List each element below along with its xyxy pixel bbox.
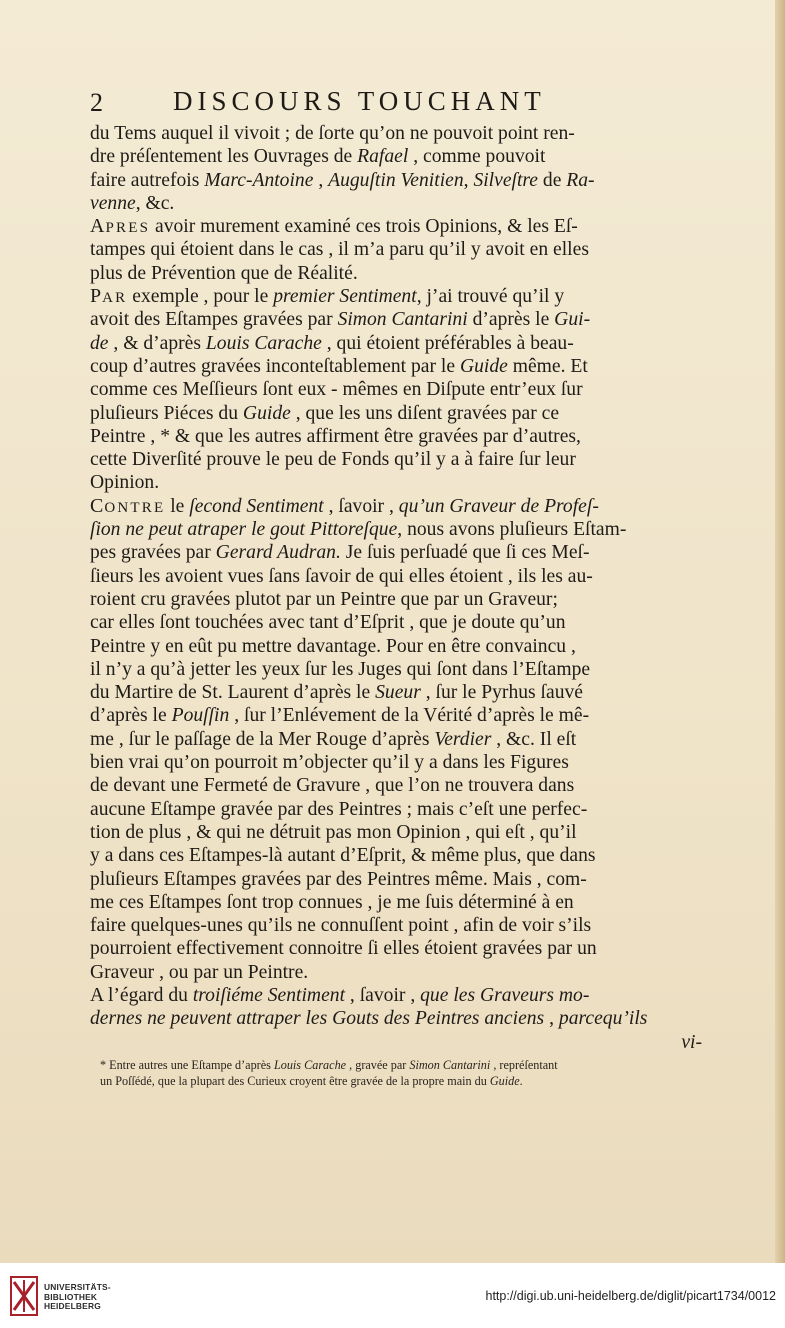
text-line: plus de Prévention que de Réalité.	[90, 262, 358, 284]
text-line: de devant une Fermeté de Gravure , que l’on ne trouvera dans	[90, 775, 575, 797]
text-line: Graveur , ou par un Peintre.	[90, 961, 309, 983]
source-url-link[interactable]: http://digi.ub.uni-heidelberg.de/diglit/picart1734/0012	[485, 1289, 776, 1303]
text-line: Opinion.	[90, 472, 160, 494]
footnote-line: * Entre autres une Eſtampe d’après Louis Carache , gravée par Simon Cantarini , repréſentant	[100, 1058, 558, 1072]
text-line: pes gravées par Gerard Audran. Je ſuis perſuadé que ſi ces Meſ-	[90, 542, 590, 564]
italic-text: Marc-Antoine	[204, 169, 314, 191]
italic-text: Guide	[459, 355, 508, 377]
text-line: coup d’autres gravées inconteſtablement par le Guide même. Et	[90, 355, 588, 377]
italic-text: ſecond Sentiment	[189, 495, 324, 517]
italic-text: Verdier	[434, 728, 492, 750]
small-caps-word: APRES	[90, 215, 151, 238]
text-line: ſion ne peut atraper le gout Pittoreſque, nous avons pluſieurs Eſtam-	[90, 519, 627, 541]
text-line: CONTRE le ſecond Sentiment , ſavoir , qu’un Graveur de Profeſ-	[90, 494, 599, 517]
italic-text: Louis Carache	[205, 332, 322, 354]
small-caps-word: PAR	[90, 285, 128, 308]
text-line: pluſieurs Eſtampes gravées par des Peintres même. Mais , com-	[90, 868, 587, 890]
university-library-logo[interactable]	[10, 1276, 38, 1316]
text-line: pourroient effectivement connoitre ſi elles étoient gravées par un	[90, 938, 597, 960]
text-line: dernes ne peuvent attraper les Gouts des Peintres anciens , parcequ’ils	[90, 1008, 648, 1030]
text-line: Peintre , * & que les autres affirment être gravées par d’autres,	[90, 425, 581, 447]
text-line: me , ſur le paſſage de la Mer Rouge d’après Verdier , &c. Il eſt	[90, 728, 577, 750]
library-name[interactable]	[44, 1283, 111, 1312]
text-line: il n’y a qu’à jetter les yeux ſur les Juges qui ſont dans l’Eſtampe	[90, 658, 591, 680]
italic-text: Ra-	[566, 169, 595, 191]
small-caps-word: CONTRE	[90, 494, 166, 517]
text-line: y a dans ces Eſtampes-là autant d’Eſprit, & même plus, que dans	[90, 845, 596, 867]
text-line: cette Diverſité prouve le peu de Fonds qu’il y a à faire ſur leur	[90, 449, 576, 471]
text-line: ſieurs les avoient vues ſans ſavoir de qui elles étoient , ils les au-	[90, 565, 593, 587]
italic-text: Gui-	[554, 309, 591, 331]
text-line: pluſieurs Piéces du Guide , que les uns diſent gravées par ce	[90, 402, 560, 424]
page-edge	[775, 0, 785, 1263]
text-line: d’après le Pouſſin , ſur l’Enlévement de la Vérité d’après le mê-	[90, 705, 590, 727]
catchword: vi-	[681, 1031, 702, 1053]
italic-text: que les Graveurs mo-	[420, 984, 590, 1006]
text-line: bien vrai qu’on pourroit m’objecter qu’il y a dans les Figures	[90, 752, 569, 774]
page-header	[90, 86, 630, 122]
italic-text: Silveſtre	[473, 169, 538, 191]
library-name-line: BIBLIOTHEK	[44, 1291, 98, 1302]
text-line: me ces Eſtampes ſont trop connues , je me ſuis déterminé à en	[90, 891, 574, 913]
library-name-line: UNIVERSITÄTS-	[44, 1282, 111, 1292]
italic-text: Rafael	[357, 146, 409, 168]
page-number: 2	[90, 88, 103, 117]
italic-text: Louis Carache	[273, 1058, 347, 1072]
italic-text: Auguſtin Venitien	[328, 169, 464, 191]
text-line: du Martire de St. Laurent d’après le Sueur , ſur le Pyrhus ſauvé	[90, 682, 583, 704]
text-line: tampes qui étoient dans le cas , il m’a paru qu’il y avoit en elles	[90, 239, 589, 261]
text-line: APRES avoir murement examiné ces trois Opinions, & les Eſ-	[90, 215, 578, 238]
library-name-line: HEIDELBERG	[44, 1301, 101, 1312]
italic-text: Pouſſin	[171, 705, 230, 727]
text-line: Peintre y en eût pu mettre davantage. Pour en être convaincu ,	[90, 635, 576, 657]
text-line: A l’égard du troiſiéme Sentiment , ſavoir , que les Graveurs mo-	[90, 984, 590, 1006]
italic-text: Guide	[489, 1073, 520, 1088]
text-line: du Tems auquel il vivoit ; de ſorte qu’on ne pouvoit point ren-	[90, 123, 575, 144]
text-line: dre préſentement les Ouvrages de Rafael , comme pouvoit	[90, 146, 546, 168]
body-text	[90, 122, 702, 1054]
italic-text: ſion ne peut atraper le gout Pittoreſque	[90, 519, 398, 541]
italic-text: qu’un Graveur de Profeſ-	[398, 495, 599, 517]
italic-text: parcequ’ils	[558, 1008, 648, 1030]
footnote-line: un Poſſédé, que la plupart des Curieux croyent être gravée de la propre main du Guide.	[100, 1073, 523, 1088]
italic-text: dernes ne peuvent attraper les Gouts des Peintres anciens	[90, 1008, 545, 1030]
running-title: DISCOURS TOUCHANT	[173, 86, 546, 116]
text-line: faire autrefois Marc-Antoine , Auguſtin Venitien, Silveſtre de Ra-	[90, 169, 595, 191]
text-line: avoit des Eſtampes gravées par Simon Cantarini d’après le Gui-	[90, 309, 591, 331]
italic-text: Gerard Audran.	[215, 542, 341, 564]
italic-text: de	[90, 332, 109, 354]
italic-text: Simon Cantarini	[337, 309, 468, 331]
italic-text: troiſiéme Sentiment	[192, 984, 346, 1006]
italic-text: Simon Cantarini	[409, 1058, 491, 1072]
text-line: de , & d’après Louis Carache , qui étoient préférables à beau-	[90, 332, 574, 354]
text-line: faire quelques-unes qu’ils ne connuſſent point , afin de voir s’ils	[90, 915, 592, 937]
text-line: tion de plus , & qui ne détruit pas mon Opinion , qui eſt , qu’il	[90, 821, 577, 843]
footnote	[100, 1058, 700, 1089]
text-line: car elles ſont touchées avec tant d’Eſprit , que je doute qu’un	[90, 612, 566, 634]
italic-text: premier Sentiment	[273, 286, 417, 308]
italic-text: venne	[90, 192, 136, 214]
italic-text: Guide	[242, 402, 291, 424]
text-line: venne, &c.	[90, 192, 175, 214]
text-line: roient cru gravées plutot par un Peintre que par un Graveur;	[90, 588, 558, 610]
italic-text: Sueur	[375, 682, 421, 704]
text-line: comme ces Meſſieurs ſont eux - mêmes en Diſpute entr’eux ſur	[90, 379, 583, 401]
text-line: PAR exemple , pour le premier Sentiment, j’ai trouvé qu’il y	[90, 285, 565, 308]
text-line: aucune Eſtampe gravée par des Peintres ; mais c’eſt une perfec-	[90, 798, 588, 820]
